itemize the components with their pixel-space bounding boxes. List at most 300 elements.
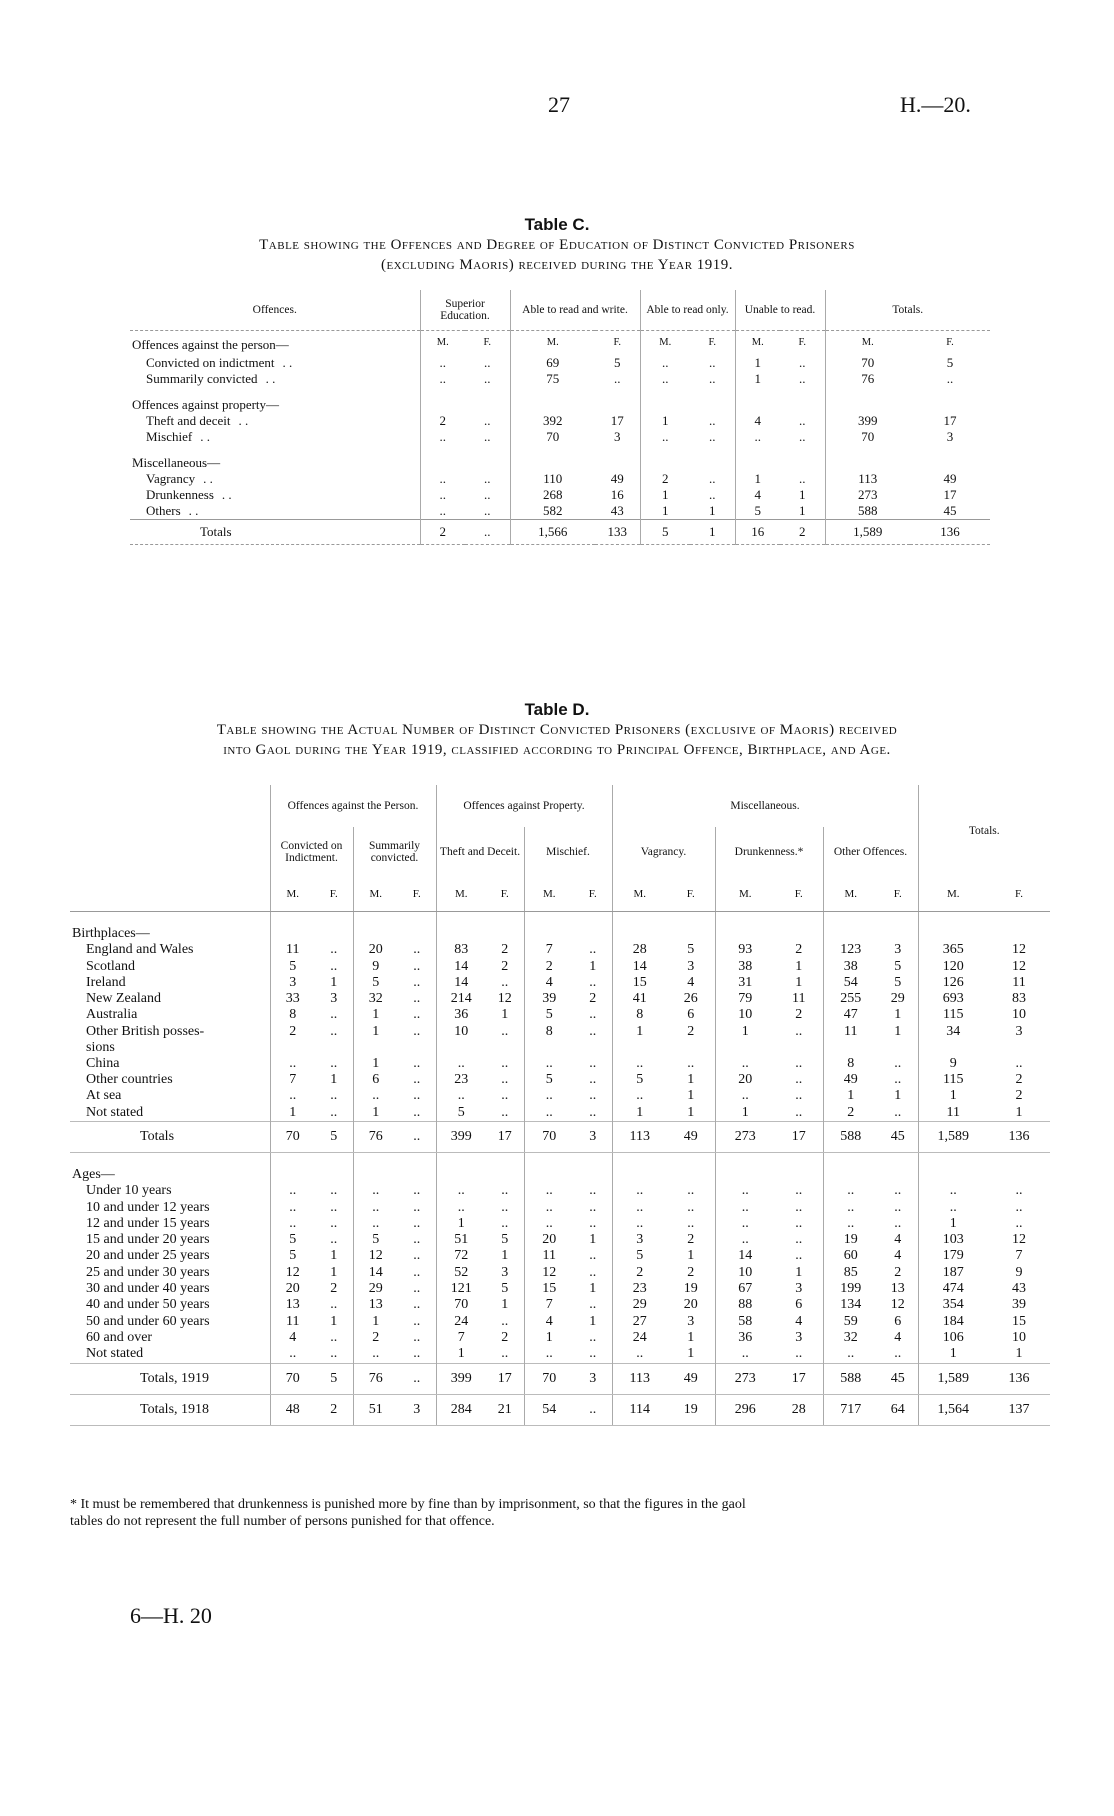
empty-cell (735, 387, 780, 413)
value-cell: .. (420, 487, 465, 503)
group-title: Offences against property— (132, 397, 280, 412)
value-cell: 7 (270, 1072, 315, 1088)
value-cell: 11 (1012, 974, 1026, 990)
row-label-text: 15 and under 20 years (86, 1232, 210, 1248)
col-other-offences: Other Offences. (823, 827, 918, 877)
row-label (130, 371, 420, 387)
value-cell: .. (823, 1200, 878, 1216)
row-label (70, 1232, 270, 1248)
value-cell: 6 (687, 1007, 695, 1023)
value-cell: 1 (353, 1105, 398, 1122)
value-cell: 13 (353, 1297, 398, 1313)
value-cell: .. (413, 1264, 421, 1280)
empty-cell (775, 1152, 823, 1183)
value-cell: 12 (1012, 942, 1026, 958)
empty-cell (910, 387, 990, 413)
value-cell: .. (687, 1199, 695, 1215)
row-label (70, 1088, 270, 1104)
value-cell: 1 (589, 958, 597, 974)
value-cell: 5 (353, 1232, 398, 1248)
table-row (130, 355, 990, 371)
value-cell: .. (484, 413, 491, 428)
value-cell: 31 (715, 975, 775, 991)
empty-cell (690, 387, 735, 413)
value-cell: .. (715, 1088, 775, 1104)
value-cell: .. (420, 371, 465, 387)
value-cell: .. (894, 1346, 902, 1362)
value-cell: .. (799, 471, 806, 486)
empty-cell (465, 387, 510, 413)
row-label (130, 471, 420, 487)
f-header: F. (398, 877, 436, 912)
value-cell: .. (795, 1183, 803, 1199)
table-row (70, 1216, 1050, 1232)
table-row (70, 942, 1050, 958)
table-c (130, 290, 990, 545)
value-cell: 273 (825, 487, 910, 503)
table-row (70, 1007, 1050, 1023)
value-cell: 1 (690, 520, 735, 545)
value-cell: 115 (918, 1007, 988, 1023)
value-cell: .. (612, 1183, 667, 1199)
value-cell: .. (484, 429, 491, 444)
value-cell: .. (353, 1183, 398, 1199)
table-row (70, 1248, 1050, 1264)
value-cell: 110 (510, 471, 595, 487)
row-label (70, 1024, 270, 1056)
value-cell: .. (894, 1072, 902, 1088)
m-header: M. (612, 877, 667, 912)
value-cell: 49 (667, 1363, 715, 1394)
value-cell: 45 (878, 1121, 918, 1152)
value-cell: 1 (612, 1024, 667, 1056)
value-cell: 1 (687, 1104, 695, 1120)
value-cell: 76 (825, 371, 910, 387)
f-header: F. (878, 877, 918, 912)
value-cell: 1 (823, 1088, 878, 1104)
value-cell: .. (420, 429, 465, 445)
empty-cell (315, 1152, 353, 1183)
row-label-text: 20 and under 25 years (86, 1248, 210, 1264)
value-cell: .. (330, 1346, 338, 1362)
value-cell: 268 (510, 487, 595, 503)
value-cell: 70 (524, 1121, 574, 1152)
value-cell: .. (709, 487, 716, 502)
f-header: F. (708, 337, 717, 348)
col-read-write: Able to read and write. (510, 290, 640, 331)
value-cell: 1,566 (510, 520, 595, 545)
value-cell: 1,589 (918, 1363, 988, 1394)
col-read-only: Able to read only. (640, 290, 735, 331)
table-row (70, 1024, 1050, 1056)
value-cell: .. (330, 942, 338, 958)
value-cell: 1 (894, 1088, 902, 1104)
value-cell: 5 (612, 1248, 667, 1264)
signature-mark: 6—H. 20 (130, 1603, 212, 1628)
row-label-text: Mischief (146, 429, 193, 444)
value-cell: 12 (524, 1265, 574, 1281)
value-cell: .. (687, 1183, 695, 1199)
value-cell: 4 (524, 975, 574, 991)
value-cell: .. (795, 1072, 803, 1088)
value-cell: .. (330, 1088, 338, 1104)
row-label-text: At sea (86, 1088, 122, 1104)
row-label (70, 1297, 270, 1313)
row-label-text: China (86, 1055, 120, 1071)
section-title: Ages— (72, 1166, 115, 1182)
table-row (70, 1200, 1050, 1216)
f-header: F. (798, 337, 807, 348)
table-row (70, 1072, 1050, 1088)
value-cell: 123 (823, 942, 878, 958)
value-cell: .. (413, 1346, 421, 1362)
value-cell: .. (501, 1313, 509, 1329)
value-cell: .. (436, 1200, 486, 1216)
value-cell: 4 (894, 1248, 902, 1264)
f-header: F. (775, 877, 823, 912)
m-header: M. (825, 331, 910, 356)
value-cell: .. (1015, 1055, 1023, 1071)
col-totals: Totals. (825, 290, 990, 331)
empty-cell (775, 912, 823, 943)
value-cell: 5 (894, 958, 902, 974)
value-cell: .. (823, 1183, 878, 1199)
value-cell: .. (640, 355, 690, 371)
value-cell: .. (524, 1105, 574, 1122)
value-cell: 1 (436, 1216, 486, 1232)
empty-cell (612, 1152, 667, 1183)
value-cell: 284 (436, 1394, 486, 1425)
value-cell: 10 (436, 1024, 486, 1056)
value-cell: .. (420, 355, 465, 371)
value-cell: 3 (614, 429, 621, 444)
value-cell: 4 (687, 974, 695, 990)
value-cell: .. (1015, 1183, 1023, 1199)
m-header: M. (524, 877, 574, 912)
table-row (70, 1297, 1050, 1313)
f-header: F. (486, 877, 524, 912)
value-cell: 16 (610, 487, 624, 502)
empty-cell (353, 912, 398, 943)
empty-cell (878, 912, 918, 943)
value-cell: 12 (353, 1248, 398, 1264)
value-cell: 184 (918, 1314, 988, 1330)
value-cell: .. (589, 1104, 597, 1120)
value-cell: 588 (823, 1363, 878, 1394)
group-title-row (130, 387, 990, 413)
value-cell: .. (436, 1183, 486, 1199)
leader-dots: . . (265, 371, 276, 386)
value-cell: .. (709, 471, 716, 486)
table-row (70, 959, 1050, 975)
value-cell: .. (501, 1072, 509, 1088)
empty-cell (918, 1152, 988, 1183)
value-cell: .. (524, 1216, 574, 1232)
value-cell: .. (715, 1183, 775, 1199)
value-cell: .. (270, 1216, 315, 1232)
value-cell: 5 (894, 974, 902, 990)
f-header: F. (946, 337, 954, 348)
value-cell: 34 (918, 1024, 988, 1056)
value-cell: .. (413, 1055, 421, 1071)
value-cell: 2 (687, 1232, 695, 1248)
value-cell: .. (353, 1200, 398, 1216)
value-cell: 113 (612, 1363, 667, 1394)
value-cell: .. (687, 1055, 695, 1071)
value-cell: 2 (780, 520, 825, 545)
value-cell: 1 (709, 503, 716, 518)
m-header: M. (735, 331, 780, 356)
value-cell: .. (330, 1055, 338, 1071)
value-cell: 19 (683, 1281, 698, 1297)
table-row (70, 975, 1050, 991)
empty-cell (315, 912, 353, 943)
value-cell: 4 (735, 413, 780, 429)
value-cell: 7 (436, 1330, 486, 1346)
value-cell: .. (413, 1199, 421, 1215)
value-cell: 1 (799, 487, 806, 502)
value-cell: .. (574, 1394, 612, 1425)
value-cell: .. (413, 942, 421, 958)
m-header: M. (436, 877, 486, 912)
value-cell: .. (687, 1215, 695, 1231)
value-cell: .. (501, 1199, 509, 1215)
value-cell: 4 (735, 487, 780, 503)
value-cell: 41 (612, 991, 667, 1007)
value-cell: 5 (524, 1072, 574, 1088)
value-cell: .. (795, 1232, 803, 1248)
value-cell: 20 (524, 1232, 574, 1248)
value-cell: .. (330, 1215, 338, 1231)
empty-cell (825, 445, 910, 471)
value-cell: 1 (795, 1264, 803, 1280)
value-cell: .. (894, 1215, 902, 1231)
value-cell: 52 (436, 1265, 486, 1281)
col-indictment: Convicted on Indictment. (270, 827, 353, 877)
row-label-text: 30 and under 40 years (86, 1281, 210, 1297)
value-cell: 1 (589, 1281, 597, 1297)
value-cell: 15 (524, 1281, 574, 1297)
value-cell: .. (612, 1200, 667, 1216)
value-cell: .. (501, 1104, 509, 1120)
page-number: 27 (548, 92, 570, 117)
value-cell: 2 (612, 1265, 667, 1281)
col-theft: Theft and Deceit. (436, 827, 524, 877)
row-label (70, 1394, 270, 1425)
table-row (70, 991, 1050, 1007)
value-cell: 1 (687, 1248, 695, 1264)
value-cell: 2 (353, 1330, 398, 1346)
value-cell: .. (413, 1297, 421, 1313)
value-cell: .. (894, 1199, 902, 1215)
value-cell: 2 (420, 413, 465, 429)
value-cell: 13 (270, 1297, 315, 1313)
value-cell: .. (484, 487, 491, 502)
empty-cell (918, 912, 988, 943)
value-cell: 43 (610, 503, 624, 518)
value-cell: 717 (823, 1394, 878, 1425)
row-label (70, 1248, 270, 1264)
empty-cell (510, 445, 595, 471)
row-label (130, 429, 420, 445)
value-cell: 14 (436, 975, 486, 991)
value-cell: 134 (823, 1297, 878, 1313)
table-row (130, 413, 990, 429)
value-cell: 1 (524, 1330, 574, 1346)
row-label-text: Not stated (86, 1346, 144, 1362)
empty-cell (690, 445, 735, 471)
value-cell: 5 (270, 1248, 315, 1264)
value-cell: 1 (795, 974, 803, 990)
value-cell: .. (270, 1200, 315, 1216)
value-cell: 103 (918, 1232, 988, 1248)
value-cell: 17 (775, 1363, 823, 1394)
value-cell: 70 (270, 1363, 315, 1394)
table-d-caption-line1: Table showing the Actual Number of Distinct Convicted Prisoners (exclusive of Maoris) received (216, 722, 898, 738)
row-label-text: Convicted on indictment (146, 355, 275, 370)
value-cell: 136 (910, 520, 990, 545)
value-cell: 60 (823, 1248, 878, 1264)
value-cell: 1 (330, 1264, 338, 1280)
value-cell: 5 (315, 1121, 353, 1152)
value-cell: .. (330, 1232, 338, 1248)
value-cell: 15 (1012, 1313, 1026, 1329)
value-cell: 1 (1015, 1346, 1023, 1362)
value-cell: 3 (612, 1232, 667, 1248)
value-cell: .. (795, 1088, 803, 1104)
value-cell: .. (894, 1183, 902, 1199)
value-cell: 11 (270, 1314, 315, 1330)
value-cell: .. (589, 1346, 597, 1362)
value-cell: .. (589, 1183, 597, 1199)
value-cell: 70 (510, 429, 595, 445)
value-cell: .. (612, 1056, 667, 1072)
value-cell: 3 (270, 975, 315, 991)
value-cell: .. (612, 1346, 667, 1363)
document-reference: H.—20. (900, 92, 971, 117)
value-cell: 19 (667, 1394, 715, 1425)
col-mischief: Mischief. (524, 827, 612, 877)
row-label (70, 1346, 270, 1363)
value-cell: 1 (687, 1346, 695, 1362)
group-title-row (130, 445, 990, 471)
value-cell: .. (330, 958, 338, 974)
value-cell: .. (501, 1088, 509, 1104)
value-cell: .. (799, 371, 806, 386)
value-cell: .. (353, 1346, 398, 1363)
row-label-text: 50 and under 60 years (86, 1313, 210, 1329)
leader-dots: . . (200, 429, 210, 444)
value-cell: .. (413, 1104, 421, 1120)
value-cell: .. (484, 355, 491, 370)
value-cell: 2 (501, 942, 509, 958)
value-cell: 1 (436, 1346, 486, 1363)
value-cell: 9 (918, 1056, 988, 1072)
value-cell: .. (413, 991, 421, 1007)
value-cell: .. (589, 1055, 597, 1071)
f-header: F. (574, 877, 612, 912)
value-cell: 70 (825, 355, 910, 371)
value-cell: 32 (353, 991, 398, 1007)
value-cell: .. (795, 1346, 803, 1362)
value-cell: 5 (270, 959, 315, 975)
table-d-label: Table D. (524, 700, 590, 719)
value-cell: 214 (436, 991, 486, 1007)
value-cell: 2 (1015, 1072, 1023, 1088)
value-cell: 1,589 (825, 520, 910, 545)
empty-cell (878, 1152, 918, 1183)
value-cell: 3 (795, 1281, 803, 1297)
value-cell: 76 (353, 1121, 398, 1152)
leader-dots: . . (203, 471, 213, 486)
value-cell: 58 (715, 1314, 775, 1330)
f-header: F. (667, 877, 715, 912)
value-cell: .. (795, 1248, 803, 1264)
value-cell: 20 (353, 942, 398, 958)
value-cell: 3 (330, 991, 338, 1007)
value-cell: 114 (612, 1394, 667, 1425)
value-cell: 36 (715, 1330, 775, 1346)
section-title: Birthplaces— (72, 926, 150, 941)
value-cell: 12 (1012, 1232, 1026, 1248)
value-cell: 1 (330, 1313, 338, 1329)
value-cell: .. (709, 429, 716, 444)
value-cell: 693 (918, 991, 988, 1007)
value-cell: 29 (890, 991, 905, 1007)
row-label-text: Not stated (86, 1104, 144, 1120)
value-cell: 14 (612, 959, 667, 975)
value-cell: .. (436, 1056, 486, 1072)
value-cell: 6 (894, 1313, 902, 1329)
value-cell: .. (589, 974, 597, 990)
value-cell: 8 (823, 1056, 878, 1072)
value-cell: 59 (823, 1314, 878, 1330)
value-cell: 1 (795, 958, 803, 974)
table-row (70, 1330, 1050, 1346)
m-header: M. (918, 877, 988, 912)
value-cell: 399 (825, 413, 910, 429)
value-cell: 32 (823, 1330, 878, 1346)
value-cell: 5 (612, 1072, 667, 1088)
value-cell: 14 (436, 959, 486, 975)
empty-cell (715, 1152, 775, 1183)
value-cell: .. (398, 1363, 436, 1394)
row-label (130, 355, 420, 371)
value-cell: .. (353, 1216, 398, 1232)
value-cell: .. (413, 974, 421, 990)
empty-cell (398, 912, 436, 943)
value-cell: 39 (524, 991, 574, 1007)
value-cell: 17 (775, 1121, 823, 1152)
value-cell: 1,589 (918, 1121, 988, 1152)
value-cell: 85 (823, 1265, 878, 1281)
value-cell: 76 (353, 1363, 398, 1394)
value-cell: .. (413, 1329, 421, 1345)
row-label-text: Other British posses- (86, 1023, 205, 1039)
value-cell: 2 (640, 471, 690, 487)
value-cell: .. (330, 1007, 338, 1023)
value-cell: .. (589, 1007, 597, 1023)
value-cell: 23 (436, 1072, 486, 1088)
value-cell: 1 (735, 355, 780, 371)
footnote-line2: tables do not represent the full number of persons punished for that offence. (70, 1514, 495, 1529)
empty-cell (910, 445, 990, 471)
empty-cell (823, 1152, 878, 1183)
value-cell: 3 (946, 429, 954, 444)
row-label (70, 1216, 270, 1232)
value-cell: 1 (687, 1329, 695, 1345)
value-cell: .. (330, 1199, 338, 1215)
